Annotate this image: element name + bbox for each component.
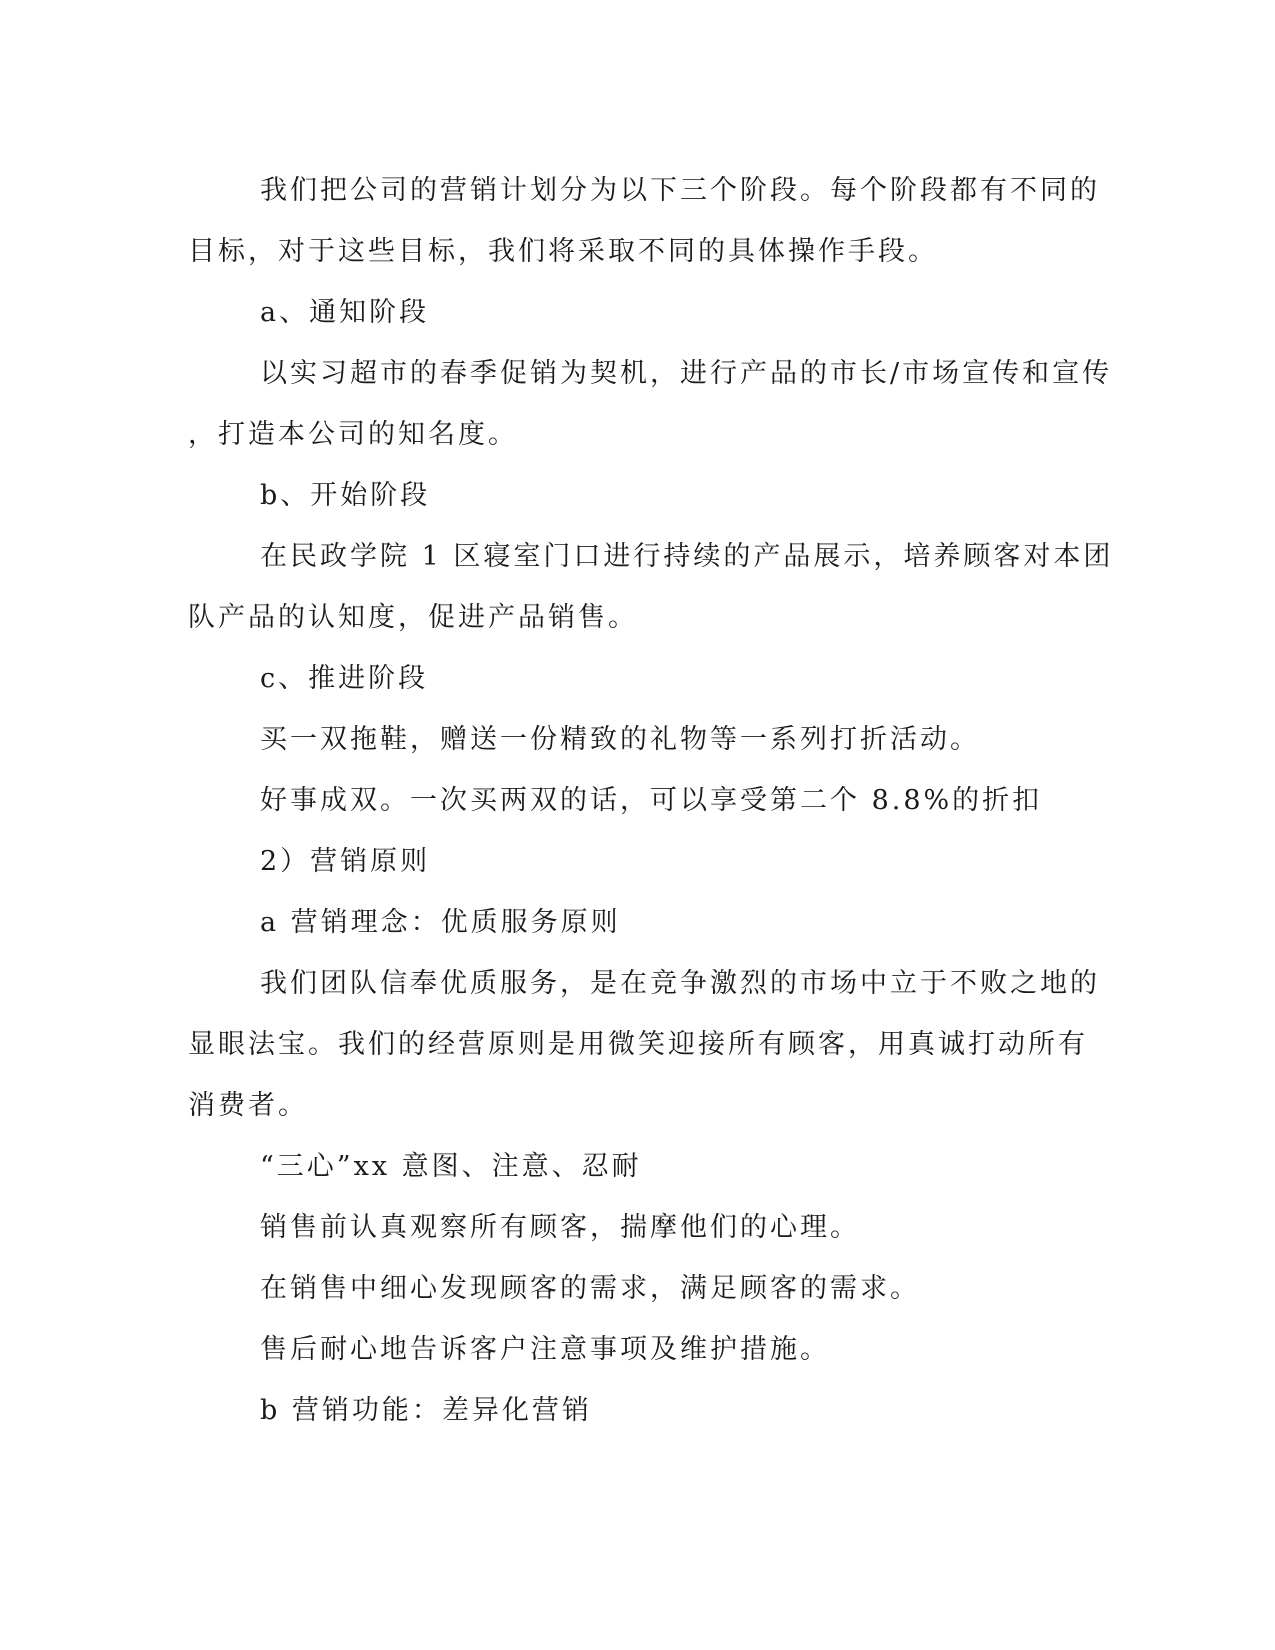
paragraph-line: 队产品的认知度，促进产品销售。 [188, 602, 638, 633]
paragraph-line: 我们把公司的营销计划分为以下三个阶段。每个阶段都有不同的 [260, 175, 1100, 206]
paragraph-line: 好事成双。一次买两双的话，可以享受第二个 8.8%的折扣 [260, 785, 1043, 816]
paragraph-line: ，打造本公司的知名度。 [188, 419, 518, 450]
paragraph-line: 在民政学院 1 区寝室门口进行持续的产品展示，培养顾客对本团 [260, 541, 1114, 572]
section-heading: 2）营销原则 [260, 846, 431, 877]
paragraph-line: 以实习超市的春季促销为契机，进行产品的市长/市场宣传和宣传 [260, 358, 1113, 389]
paragraph-line: 在销售中细心发现顾客的需求，满足顾客的需求。 [260, 1273, 920, 1304]
paragraph-line: 我们团队信奉优质服务，是在竞争激烈的市场中立于不败之地的 [260, 968, 1100, 999]
section-heading: a 营销理念：优质服务原则 [260, 907, 621, 938]
paragraph-line: 消费者。 [188, 1090, 308, 1121]
document-body [188, 160, 1114, 1441]
paragraph-line: 售后耐心地告诉客户注意事项及维护措施。 [260, 1334, 830, 1365]
paragraph-line: 显眼法宝。我们的经营原则是用微笑迎接所有顾客，用真诚打动所有 [188, 1029, 1088, 1060]
section-heading: b 营销功能：差异化营销 [260, 1395, 592, 1426]
section-heading: c、推进阶段 [260, 663, 429, 694]
paragraph-line: 目标，对于这些目标，我们将采取不同的具体操作手段。 [188, 236, 938, 267]
section-heading: b、开始阶段 [260, 480, 431, 511]
paragraph-line: 买一双拖鞋，赠送一份精致的礼物等一系列打折活动。 [260, 724, 980, 755]
paragraph-line: 销售前认真观察所有顾客，揣摩他们的心理。 [260, 1212, 860, 1243]
paragraph-line: “三心”xx 意图、注意、忍耐 [260, 1151, 642, 1182]
section-heading: a、通知阶段 [260, 297, 430, 328]
